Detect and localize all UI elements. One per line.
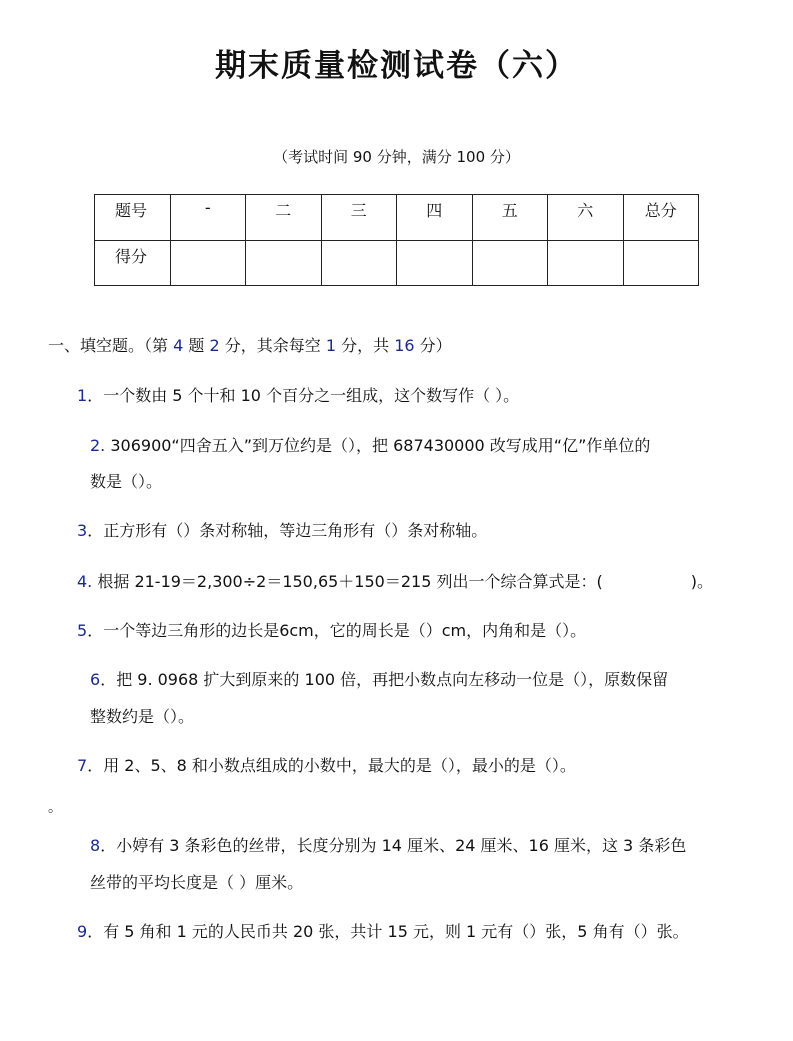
header-cell: 总分 xyxy=(623,195,699,241)
header-cell: 三 xyxy=(321,195,397,241)
question-8-cont: 丝带的平均长度是（ ）厘米。 xyxy=(90,873,304,892)
header-cell: - xyxy=(170,195,246,241)
question-8: 8．小婷有 3 条彩色的丝带，长度分别为 14 厘米、24 厘米、16 厘米，这 3 条彩色 xyxy=(90,836,687,855)
score-cell[interactable] xyxy=(548,240,624,286)
question-9: 9．有 5 角和 1 元的人民币共 20 张，共计 15 元，则 1 元有（）张，5 角有（）张。 xyxy=(77,922,689,941)
score-cell[interactable] xyxy=(472,240,548,286)
score-table-score-row xyxy=(95,240,699,286)
score-row-label: 得分 xyxy=(95,240,171,286)
question-4: 4. 根据 21-19＝2,300÷2＝150,65＋150＝215 列出一个综合算式是：( )。 xyxy=(77,572,713,591)
header-cell: 题号 xyxy=(95,195,171,241)
score-cell[interactable] xyxy=(623,240,699,286)
exam-info: （考试时间 90 分钟，满分 100 分） xyxy=(273,148,520,166)
stray-period: 。 xyxy=(48,800,62,816)
score-cell[interactable] xyxy=(321,240,397,286)
question-1: 1．一个数由 5 个十和 10 个百分之一组成，这个数写作（ ）。 xyxy=(77,386,520,405)
question-5: 5．一个等边三角形的边长是6cm，它的周长是（）cm，内角和是（）。 xyxy=(77,621,587,640)
question-3: 3．正方形有（）条对称轴，等边三角形有（）条对称轴。 xyxy=(77,521,488,540)
score-cell[interactable] xyxy=(246,240,322,286)
header-cell: 四 xyxy=(397,195,473,241)
score-cell[interactable] xyxy=(170,240,246,286)
score-cell[interactable] xyxy=(397,240,473,286)
question-2-cont: 数是（）。 xyxy=(90,472,163,491)
page-title: 期末质量检测试卷（六） xyxy=(215,48,578,84)
question-7: 7．用 2、5、8 和小数点组成的小数中，最大的是（），最小的是（）。 xyxy=(77,756,576,775)
header-cell: 五 xyxy=(472,195,548,241)
question-2: 2. 306900“四舍五入”到万位约是（），把 687430000 改写成用“亿”作单位的 xyxy=(90,436,651,455)
header-cell: 二 xyxy=(246,195,322,241)
question-6: 6．把 9. 0968 扩大到原来的 100 倍，再把小数点向左移动一位是（），原数保留 xyxy=(90,670,669,689)
header-cell: 六 xyxy=(548,195,624,241)
section-heading: 一、填空题。（第 4 题 2 分，其余每空 1 分，共 16 分） xyxy=(48,336,452,355)
score-table-header-row xyxy=(95,195,699,241)
score-table xyxy=(94,194,699,286)
question-6-cont: 整数约是（）。 xyxy=(90,707,195,726)
